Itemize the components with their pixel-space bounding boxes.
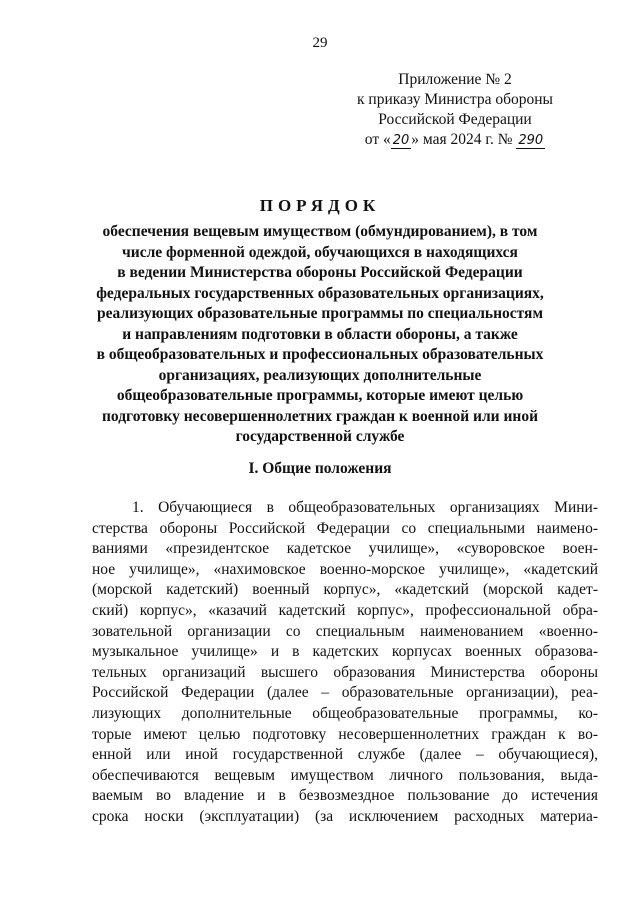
- subtitle-line: реализующих образовательные программы по специальностям: [96, 305, 544, 322]
- subtitle-line: федеральных государственных образовательных организациях,: [96, 284, 544, 302]
- paragraph-line: ваниями «президентское кадетское училище», «суворовское воен-: [92, 540, 598, 558]
- annex-date-line: [330, 130, 580, 150]
- handwritten-order-number: 290: [518, 133, 544, 148]
- paragraph-line: музыкальное училище» и в кадетских корпусах военных образова-: [92, 643, 598, 661]
- section-heading: I. Общие положения: [248, 460, 392, 477]
- document-title: ПОРЯДОК: [259, 196, 381, 215]
- paragraph-line: ное училище», «нахимовское военно-морское училище», «кадетский: [92, 560, 598, 578]
- subtitle-line: в общеобразовательных и профессиональных образовательных: [96, 346, 544, 363]
- subtitle-line: общеобразовательные программы, которые имеют целью: [116, 387, 524, 404]
- subtitle-line: в ведении Министерства обороны Российской Федерации: [117, 264, 523, 281]
- paragraph-line: зовательной организации со специальным наименованием «военно-: [92, 622, 598, 640]
- paragraph-line: обеспечиваются вещевым имуществом личного пользования, выда-: [92, 766, 598, 784]
- paragraph-line: тельных организаций высшего образования Министерства обороны: [92, 663, 598, 681]
- paragraph-line: срока носки (эксплуатации) (за исключением расходных материа-: [92, 807, 598, 825]
- subtitle-line: подготовку несовершеннолетних граждан к военной или иной: [101, 407, 539, 425]
- paragraph-line: лизующих дополнительные общеобразовательные программы, ко-: [92, 704, 598, 722]
- subtitle-line: государственной службе: [235, 428, 405, 445]
- paragraph-line: (морской кадетский) военный корпус», «кадетский (морской кадет-: [92, 581, 598, 599]
- annex-line: к приказу Министра обороны: [357, 91, 553, 108]
- annex-line: Приложение № 2: [398, 71, 512, 88]
- paragraph-line: Российской Федерации (далее – образовательные организации), реа-: [92, 684, 598, 702]
- paragraph-line: ский) корпус», «казачий кадетский корпус», профессиональной обра-: [92, 601, 598, 619]
- annex-line: Российской Федерации: [378, 111, 532, 128]
- paragraph-line: стерства обороны Российской Федерации со специальными наимено-: [92, 519, 598, 537]
- handwritten-day: 20: [392, 133, 410, 148]
- subtitle-line: организациях, реализующих дополнительные: [158, 366, 482, 384]
- paragraph-1: [92, 498, 598, 828]
- paragraph-line: торые имеют целью подготовку несовершеннолетних граждан к во-: [92, 725, 598, 743]
- paragraph-line: енной или иной государственной службе (далее – обучающиеся),: [92, 746, 598, 764]
- annex-date-middle: » мая 2024 г. №: [411, 131, 513, 148]
- document-subtitle: [80, 222, 560, 448]
- annex-header: [330, 70, 580, 150]
- subtitle-line: обеспечения вещевым имуществом (обмундированием), в том: [102, 223, 538, 240]
- page-number: 29: [312, 35, 328, 51]
- annex-date-prefix: от «: [364, 131, 391, 148]
- paragraph-line: ваемым во владение и в безвозмездное пользование до истечения: [92, 787, 598, 805]
- subtitle-line: числе форменной одеждой, обучающихся в находящихся: [122, 243, 518, 261]
- subtitle-line: и направлениям подготовки в области обороны, а также: [122, 325, 518, 343]
- paragraph-line: 1. Обучающиеся в общеобразовательных организациях Мини-: [132, 499, 598, 516]
